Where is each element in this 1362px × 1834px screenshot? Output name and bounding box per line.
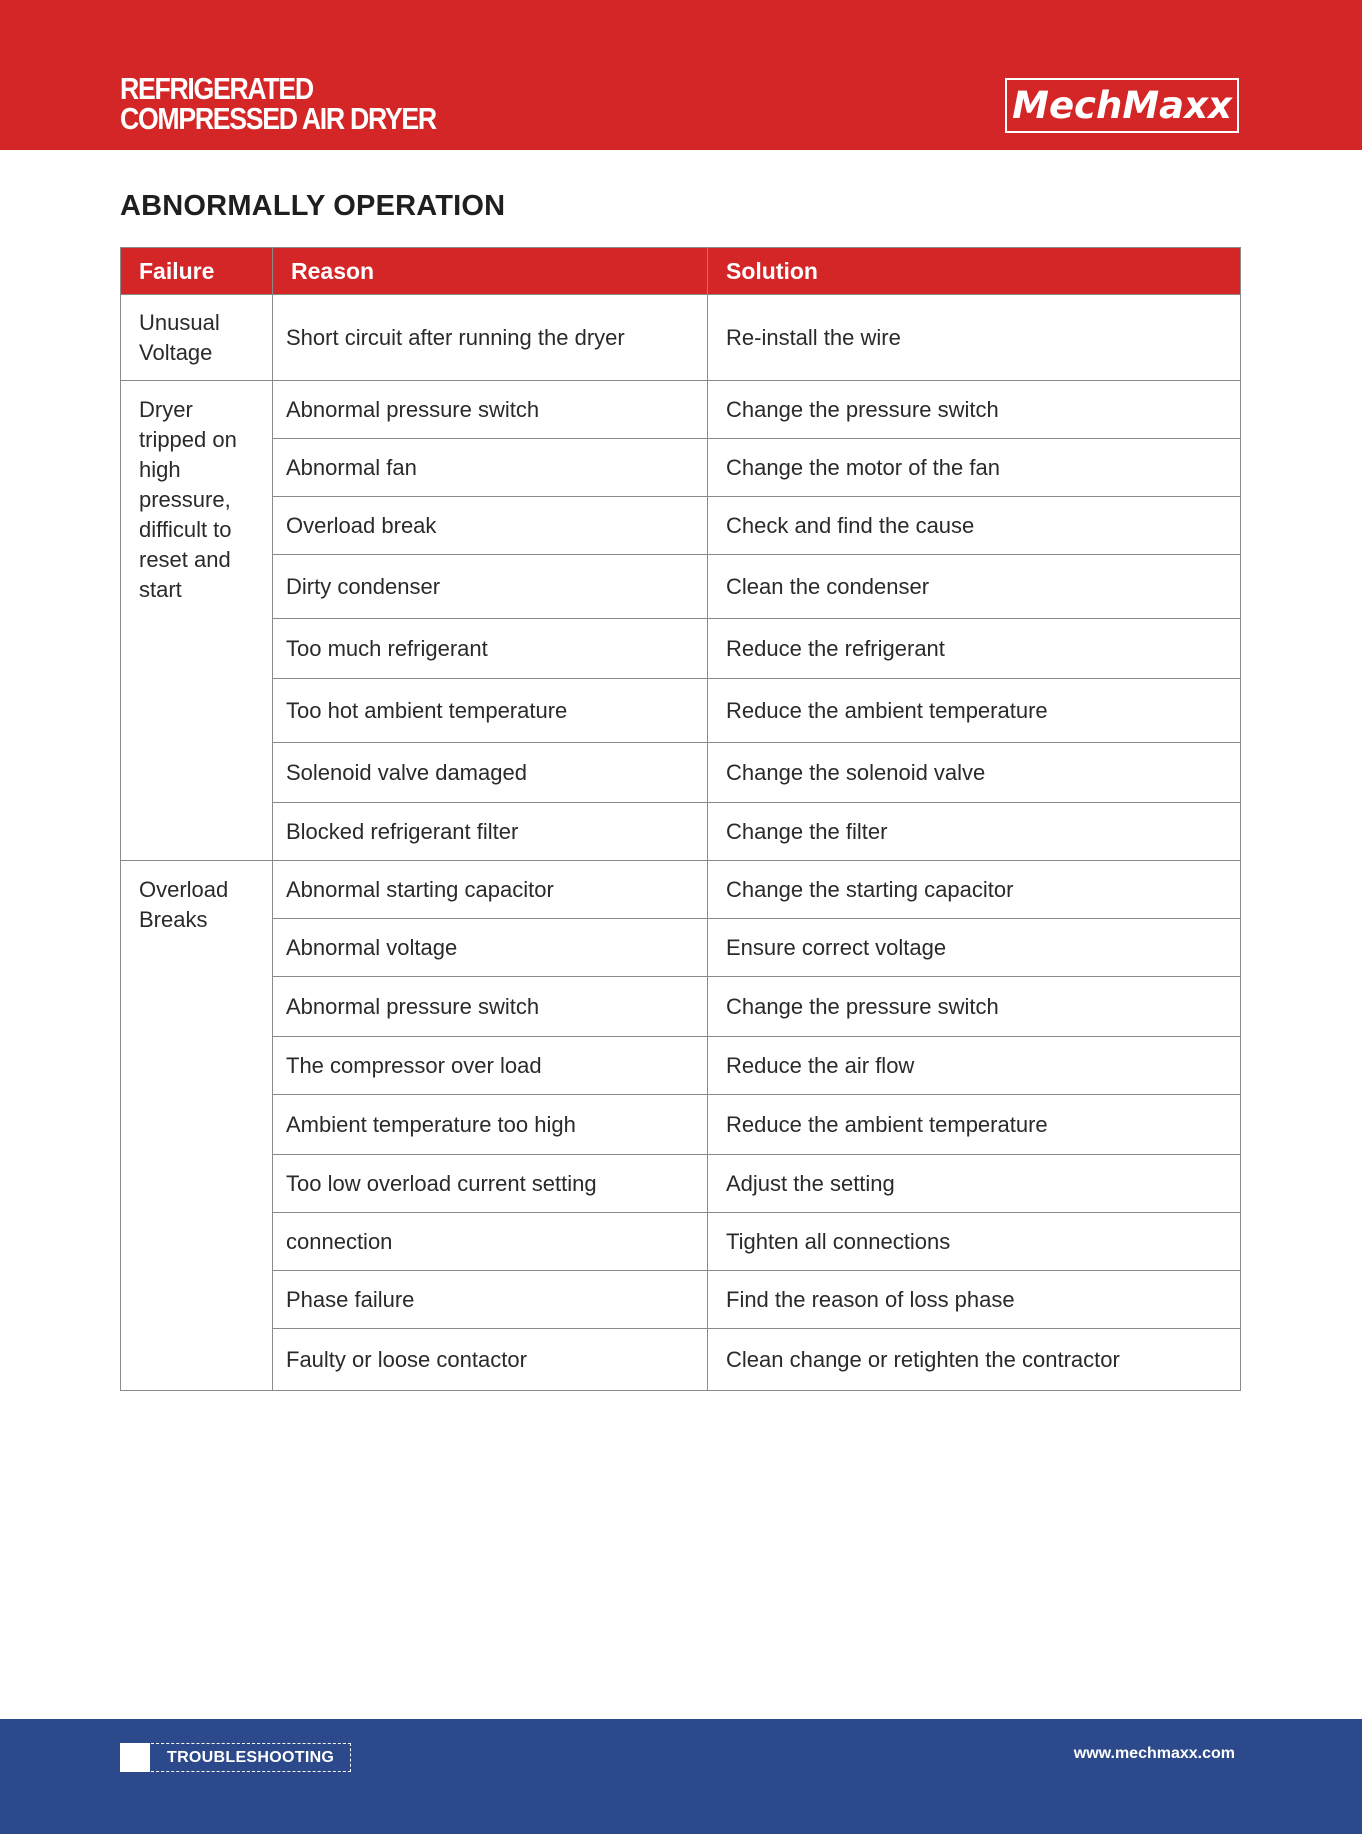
footer-website: www.mechmaxx.com <box>1073 1745 1235 1762</box>
table-row <box>121 919 1241 977</box>
footer-section-label: TROUBLESHOOTING <box>151 1743 351 1772</box>
table-row <box>121 619 1241 679</box>
table-row <box>121 1329 1241 1391</box>
table-row <box>121 743 1241 803</box>
table-row <box>121 439 1241 497</box>
failure-cell: Dryer tripped on high pressure, difficult to reset and start <box>121 381 273 861</box>
reason-cell: Too low overload current setting <box>273 1155 708 1213</box>
reason-cell: Solenoid valve damaged <box>273 743 708 803</box>
reason-cell: The compressor over load <box>273 1037 708 1095</box>
solution-cell: Reduce the ambient temperature <box>708 679 1241 743</box>
reason-cell: Abnormal voltage <box>273 919 708 977</box>
table-row <box>121 1271 1241 1329</box>
reason-cell: Abnormal starting capacitor <box>273 861 708 919</box>
reason-cell: Ambient temperature too high <box>273 1095 708 1155</box>
table-row <box>121 803 1241 861</box>
document-title-line1: REFRIGERATED <box>120 71 313 106</box>
table-row <box>121 555 1241 619</box>
column-header-solution: Solution <box>708 248 1241 295</box>
table-header-row <box>121 248 1241 295</box>
reason-cell: Dirty condenser <box>273 555 708 619</box>
failure-cell: Overload Breaks <box>121 861 273 1391</box>
solution-cell: Reduce the refrigerant <box>708 619 1241 679</box>
section-title: ABNORMALLY OPERATION <box>120 190 506 222</box>
table-row <box>121 861 1241 919</box>
solution-cell: Reduce the air flow <box>708 1037 1241 1095</box>
solution-cell: Tighten all connections <box>708 1213 1241 1271</box>
table-row <box>121 1213 1241 1271</box>
column-header-reason: Reason <box>273 248 708 295</box>
reason-cell: Abnormal fan <box>273 439 708 497</box>
reason-cell: Abnormal pressure switch <box>273 381 708 439</box>
table-row <box>121 679 1241 743</box>
solution-cell: Change the pressure switch <box>708 977 1241 1037</box>
solution-cell: Ensure correct voltage <box>708 919 1241 977</box>
solution-cell: Change the filter <box>708 803 1241 861</box>
solution-cell: Change the solenoid valve <box>708 743 1241 803</box>
reason-cell: Too hot ambient temperature <box>273 679 708 743</box>
page-footer <box>0 1719 1362 1834</box>
footer-marker <box>120 1743 150 1772</box>
solution-cell: Reduce the ambient temperature <box>708 1095 1241 1155</box>
table-row <box>121 977 1241 1037</box>
document-title <box>120 71 436 136</box>
document-title-line2: COMPRESSED AIR DRYER <box>120 101 436 136</box>
solution-cell: Change the pressure switch <box>708 381 1241 439</box>
troubleshooting-table <box>120 247 1241 1391</box>
table-row <box>121 295 1241 381</box>
reason-cell: Blocked refrigerant filter <box>273 803 708 861</box>
solution-cell: Re-install the wire <box>708 295 1241 381</box>
reason-cell: Overload break <box>273 497 708 555</box>
table-row <box>121 1095 1241 1155</box>
reason-cell: Phase failure <box>273 1271 708 1329</box>
reason-cell: Faulty or loose contactor <box>273 1329 708 1391</box>
solution-cell: Check and find the cause <box>708 497 1241 555</box>
solution-cell: Change the starting capacitor <box>708 861 1241 919</box>
solution-cell: Find the reason of loss phase <box>708 1271 1241 1329</box>
brand-logo: MechMaxx <box>1005 78 1239 133</box>
solution-cell: Clean change or retighten the contractor <box>708 1329 1241 1391</box>
reason-cell: Short circuit after running the dryer <box>273 295 708 381</box>
solution-cell: Change the motor of the fan <box>708 439 1241 497</box>
solution-cell: Adjust the setting <box>708 1155 1241 1213</box>
table-row <box>121 497 1241 555</box>
table-row <box>121 381 1241 439</box>
table-row <box>121 1155 1241 1213</box>
table-body <box>121 295 1241 1391</box>
failure-cell: Unusual Voltage <box>121 295 273 381</box>
table-row <box>121 1037 1241 1095</box>
reason-cell: Abnormal pressure switch <box>273 977 708 1037</box>
column-header-failure: Failure <box>121 248 273 295</box>
reason-cell: connection <box>273 1213 708 1271</box>
reason-cell: Too much refrigerant <box>273 619 708 679</box>
solution-cell: Clean the condenser <box>708 555 1241 619</box>
